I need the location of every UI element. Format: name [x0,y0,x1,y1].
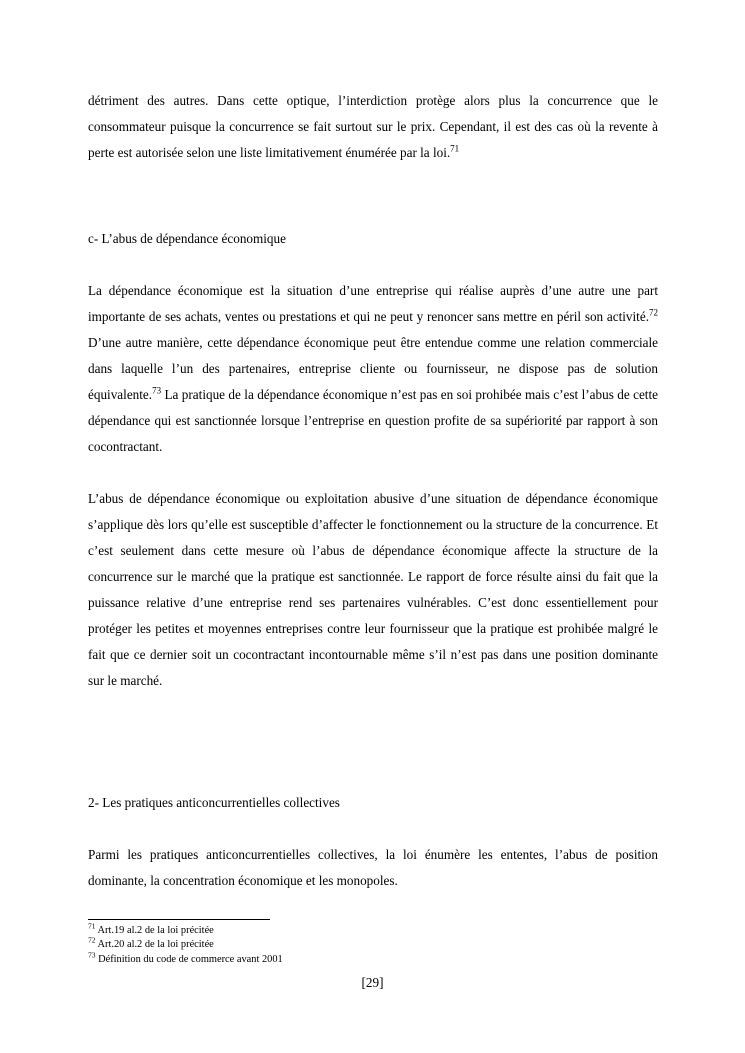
paragraph-text-part-a: La dépendance économique est la situation d’une entreprise qui réalise auprès d’une autre une part importante de ses achats, ventes ou prestations et qui ne peut y renoncer sans mettre en péril son activité. [88,283,658,324]
paragraph-continuation [88,88,658,166]
footnote-number: 72 [88,935,96,945]
footnote-73 [88,950,658,968]
footnote-number: 73 [88,950,96,960]
footnote-marker-73: 73 [152,385,162,396]
spacer [88,754,658,790]
spacer [88,816,658,842]
footnote-72 [88,935,658,953]
spacer [88,252,658,278]
footnote-separator [88,919,270,920]
page-number: [29] [361,975,384,990]
footnote-71 [88,921,658,939]
footnote-area [88,919,658,968]
paragraph-dependance-1 [88,278,658,460]
footnote-marker-71: 71 [450,143,460,154]
footnote-text: Définition du code de commerce avant 2001 [95,953,283,965]
spacer [88,460,658,486]
footnote-number: 71 [88,921,96,931]
footnote-text: Art.19 al.2 de la loi précitée [95,924,214,936]
spacer [88,694,658,754]
footnote-text: Art.20 al.2 de la loi précitée [95,939,214,950]
spacer [88,166,658,226]
paragraph-dependance-2: L’abus de dépendance économique ou exploitation abusive d’une situation de dépendance économique s’applique dès lors qu’elle est susceptible d’affecter le fonctionnement ou la structure de la concurrence. Et c’est seulement dans cette mesure où l’abus de dépendance économique affecte la structure de la concurrence sur le marché que la pratique est sanctionnée. Le rapport de force résulte ainsi du fait que la puissance relative d’une entreprise rend ses partenaires vulnérables. C’est donc essentiellement pour protéger les petites et moyennes entreprises contre leur fournisseur que la pratique est prohibée malgré le fait que ce dernier soit un cocontractant incontournable même s’il n’est pas dans une position dominante sur le marché. [88,491,658,688]
page-content [88,88,658,894]
paragraph-text: détriment des autres. Dans cette optique, l’interdiction protège alors plus la concurrence que le consommateur puisque la concurrence se fait surtout sur le prix. Cependant, il est des cas où la revente à perte est autorisée selon une liste limitativement énumérée par la loi. [88,93,658,160]
paragraph-collectives: Parmi les pratiques anticoncurrentielles collectives, la loi énumère les ententes, l’abus de position dominante, la concentration économique et les monopoles. [88,847,658,888]
paragraph-text-part-c: La pratique de la dépendance économique n’est pas en soi prohibée mais c’est l’abus de cette dépendance qui est sanctionnée lorsque l’entreprise en question profite de sa supériorité par rapport à son cocontractant. [88,387,658,454]
footnote-marker-72: 72 [649,307,658,318]
paragraph-text-part-b: D’une autre manière, cette dépendance économique peut être entendue comme une relation commerciale dans laquelle l’un des partenaires, entreprise cliente ou fournisseur, ne dispose pas de solution équivalente. [88,335,658,402]
heading-c-abus-dependance: c- L’abus de dépendance économique [88,231,286,246]
heading-2-pratiques-collectives: 2- Les pratiques anticoncurrentielles collectives [88,795,340,810]
